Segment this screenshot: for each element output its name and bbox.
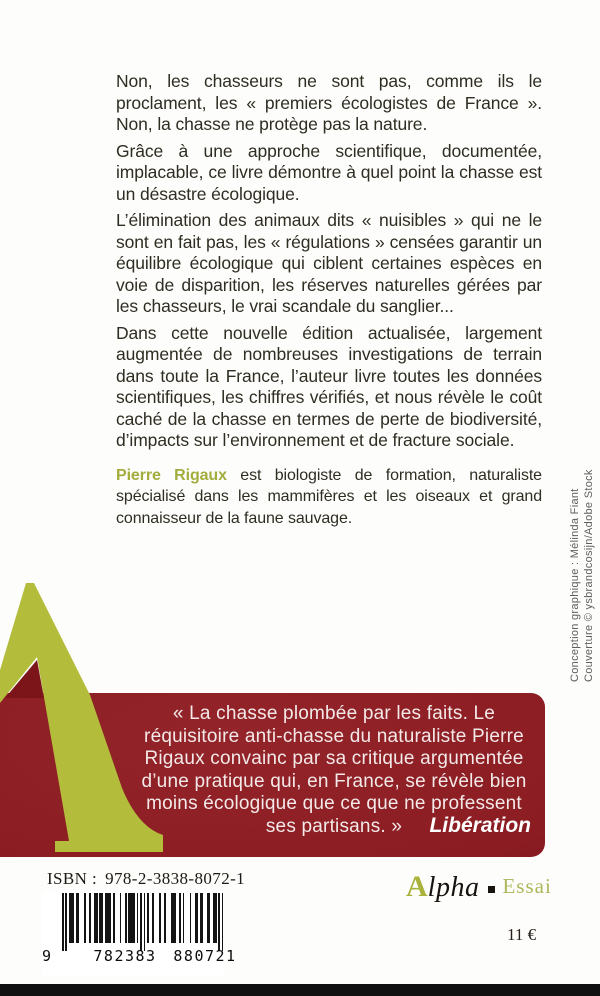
author-name: Pierre Rigaux <box>116 466 227 484</box>
paragraph: Non, les chasseurs ne sont pas, comme ils le proclament, les « premiers écologistes de France ». Non, la chasse ne protège pas la nature. <box>116 71 542 134</box>
credit-couverture: Couverture © ysbrandcosijn/Adobe Stock <box>583 469 595 682</box>
press-quote-text: « La chasse plombée par les faits. Le réquisitoire anti-chasse du naturaliste Pierre Rigaux convainc par sa critique argumentée d’une pratique qui, en France, se révèle bien moins écologique que ce que ne professent ses partisans. » <box>141 703 527 837</box>
price-label: 11 € <box>507 925 537 944</box>
paragraph: L’élimination des animaux dits « nuisibles » qui ne le sont en fait pas, les « régulations » censées garantir un équilibre écologique qui ciblent certaines espèces en voie de disparition, les réserves naturelles gérées par les chasseurs, le vrai scandale du sanglier... <box>116 210 542 316</box>
press-quote-source: Libération <box>429 814 531 837</box>
collection-name: Essai <box>502 874 552 898</box>
credit-conception: Conception graphique : Mélinda Fiant <box>569 488 581 682</box>
square-bullet-icon <box>488 886 495 893</box>
publisher-initial: A <box>406 870 428 903</box>
publisher-logo <box>406 870 552 904</box>
isbn-value: 978-2-3838-8072-1 <box>105 869 246 888</box>
isbn-line <box>47 869 245 889</box>
bottom-black-bar <box>0 984 600 996</box>
publisher-name: lpha <box>427 872 480 903</box>
body-paragraphs <box>116 71 542 534</box>
barcode-bars <box>62 893 224 953</box>
paragraph: Dans cette nouvelle édition actualisée, largement augmentée de nombreuses investigations de terrain dans toute la France, l’auteur livre toutes les données scientifiques, les chiffres vérifiés, et nous révèle le coût caché de la chasse en termes de perte de biodiversité, d’impacts sur l’environnement et de fracture sociale. <box>116 322 542 450</box>
author-bio-text: est biologiste de formation, naturaliste spécialisé dans les mammifères et les oiseaux et grand connaisseur de la faune sauvage. <box>116 466 542 527</box>
ean-barcode <box>42 891 237 975</box>
barcode-digit-group: 880721 <box>173 947 237 965</box>
barcode-digit-group: 9 <box>42 947 53 965</box>
alpha-logo-icon <box>0 580 170 860</box>
author-bio <box>116 465 542 530</box>
barcode-digit-group: 782383 <box>93 947 157 965</box>
isbn-label: ISBN : <box>47 869 98 888</box>
paragraph: Grâce à une approche scientifique, documentée, implacable, ce livre démontre à quel point la chasse est un désastre écologique. <box>116 140 542 204</box>
